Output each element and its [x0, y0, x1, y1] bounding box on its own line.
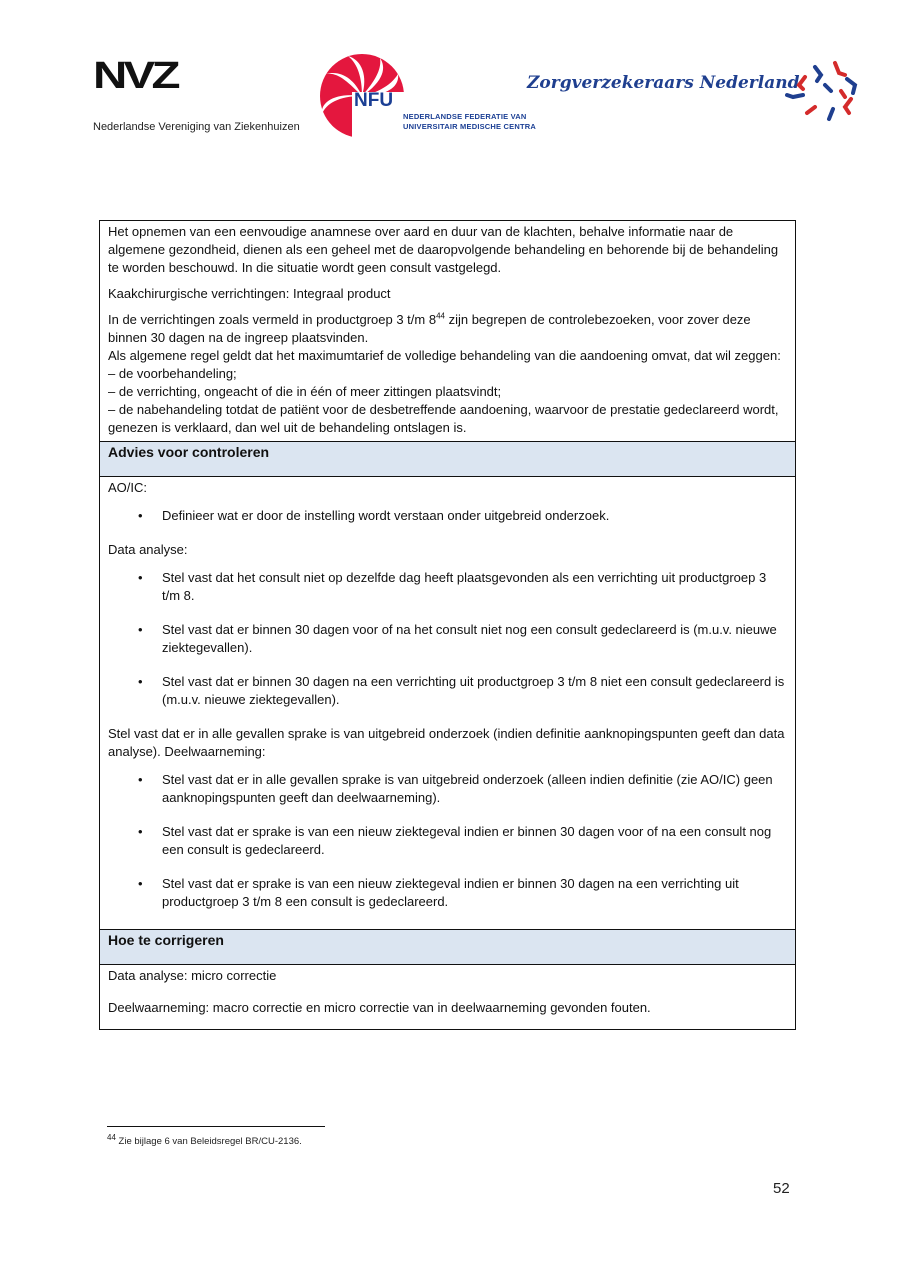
nfu-subtitle-line1: NEDERLANDSE FEDERATIE VAN [403, 112, 527, 121]
section-heading-corrigeren: Hoe te corrigeren [100, 930, 795, 965]
bullet-icon: • [138, 570, 143, 585]
zn-logo-text: Zorgverzekeraars Nederland [527, 73, 800, 93]
list-item-text: Stel vast dat er sprake is van een nieuw ziektegeval indien er binnen 30 dagen voor of na een consult nog een consult is gedeclareerd. [162, 824, 772, 857]
bullet-icon: • [138, 622, 143, 637]
footnote-ref[interactable]: 44 [436, 311, 445, 321]
dash-item-3: – de nabehandeling totdat de patiënt voor de desbetreffende aandoening, waarvoor de prestatie gedeclareerd wordt, genezen is verklaard, dan wel uit de behandeling ontslagen is. [108, 402, 779, 435]
nfu-subtitle [403, 112, 536, 132]
list-item [108, 875, 787, 911]
bullet-icon: • [138, 772, 143, 787]
content-table [99, 220, 796, 1030]
footnote-divider [107, 1126, 325, 1127]
aoic-list [108, 507, 787, 525]
list-item-text: Stel vast dat er in alle gevallen sprake is van uitgebreid onderzoek (alleen indien definitie (zie AO/IC) geen aanknopingspunten geeft dan deelwaarneming). [162, 772, 773, 805]
section-heading-advies: Advies voor controleren [100, 442, 795, 477]
correctie-data-analyse: Data analyse: micro correctie [108, 968, 277, 983]
nvz-logo [93, 55, 300, 133]
intro-paragraph-1: Het opnemen van een eenvoudige anamnese over aard en duur van de klachten, behalve informatie naar de algemene gezondheid, dienen als een geheel met de daaropvolgende behandeling en behorende bij de behandeling te worden beschouwd. In die situatie wordt geen consult vastgelegd. [108, 224, 779, 275]
footnote-text: Zie bijlage 6 van Beleidsregel BR/CU-2136. [115, 1136, 302, 1147]
p3-before: In de verrichtingen zoals vermeld in productgroep 3 t/m 8 [108, 312, 437, 327]
intro-cell [100, 221, 795, 442]
zn-figures-icon [785, 55, 865, 125]
nvz-subtitle: Nederlandse Vereniging van Ziekenhuizen [93, 121, 300, 133]
list-item-text: Stel vast dat er binnen 30 dagen na een verrichting uit productgroep 3 t/m 8 niet een consult gedeclareerd is (m.u.v. nieuwe ziektegevallen). [162, 674, 785, 707]
intro-paragraph-2: Kaakchirurgische verrichtingen: Integraal product [108, 286, 391, 301]
deelwaarneming-intro: Stel vast dat er in alle gevallen sprake is van uitgebreid onderzoek (indien definitie aanknopingspunten geeft dan data analyse). Deelwaarneming: [108, 726, 785, 759]
list-item [108, 823, 787, 859]
nfu-logo [318, 52, 536, 142]
list-item-text: Stel vast dat er sprake is van een nieuw ziektegeval indien er binnen 30 dagen na een verrichting uit productgroep 3 t/m 8 een consult is gedeclareerd. [162, 876, 739, 909]
list-item-text: Definieer wat er door de instelling wordt verstaan onder uitgebreid onderzoek. [162, 508, 610, 523]
list-item [108, 569, 787, 605]
aoic-label: AO/IC: [108, 480, 148, 495]
intro-paragraph-3 [108, 311, 787, 347]
bullet-icon: • [138, 674, 143, 689]
list-item-text: Stel vast dat het consult niet op dezelfde dag heeft plaatsgevonden als een verrichting uit productgroep 3 t/m 8. [162, 570, 767, 603]
bullet-icon: • [138, 508, 143, 523]
bullet-icon: • [138, 876, 143, 891]
nvz-mark: NVZ [93, 55, 177, 97]
intro-paragraph-4: Als algemene regel geldt dat het maximumtarief de volledige behandeling van die aandoening omvat, dat wil zeggen: [108, 348, 781, 363]
advies-cell [100, 477, 795, 930]
bullet-icon: • [138, 824, 143, 839]
nfu-subtitle-line2: UNIVERSITAIR MEDISCHE CENTRA [403, 122, 536, 131]
list-item [108, 621, 787, 657]
dash-item-2: – de verrichting, ongeacht of die in één of meer zittingen plaatsvindt; [108, 384, 502, 399]
data-analyse-list [108, 569, 787, 709]
nfu-mark: NFU [354, 90, 394, 111]
correctie-deelwaarneming: Deelwaarneming: macro correctie en micro correctie van in deelwaarneming gevonden fouten. [108, 1000, 651, 1015]
dash-item-1: – de voorbehandeling; [108, 366, 237, 381]
zorgverzekeraars-logo [527, 65, 867, 125]
p3-after: zijn begrepen de controlebezoeken, voor zover deze binnen 30 dagen na de ingreep plaatsvinden. [108, 312, 751, 345]
list-item-text: Stel vast dat er binnen 30 dagen voor of na het consult niet nog een consult gedeclareerd is (m.u.v. nieuwe ziektegevallen). [162, 622, 777, 655]
corrigeren-cell [100, 965, 795, 1029]
deelwaarneming-list [108, 771, 787, 911]
list-item [108, 507, 787, 525]
footnote [107, 1132, 302, 1147]
footnote-number: 44 [107, 1132, 116, 1142]
list-item [108, 771, 787, 807]
list-item [108, 673, 787, 709]
page-number: 52 [773, 1180, 790, 1197]
data-analyse-label: Data analyse: [108, 542, 188, 557]
